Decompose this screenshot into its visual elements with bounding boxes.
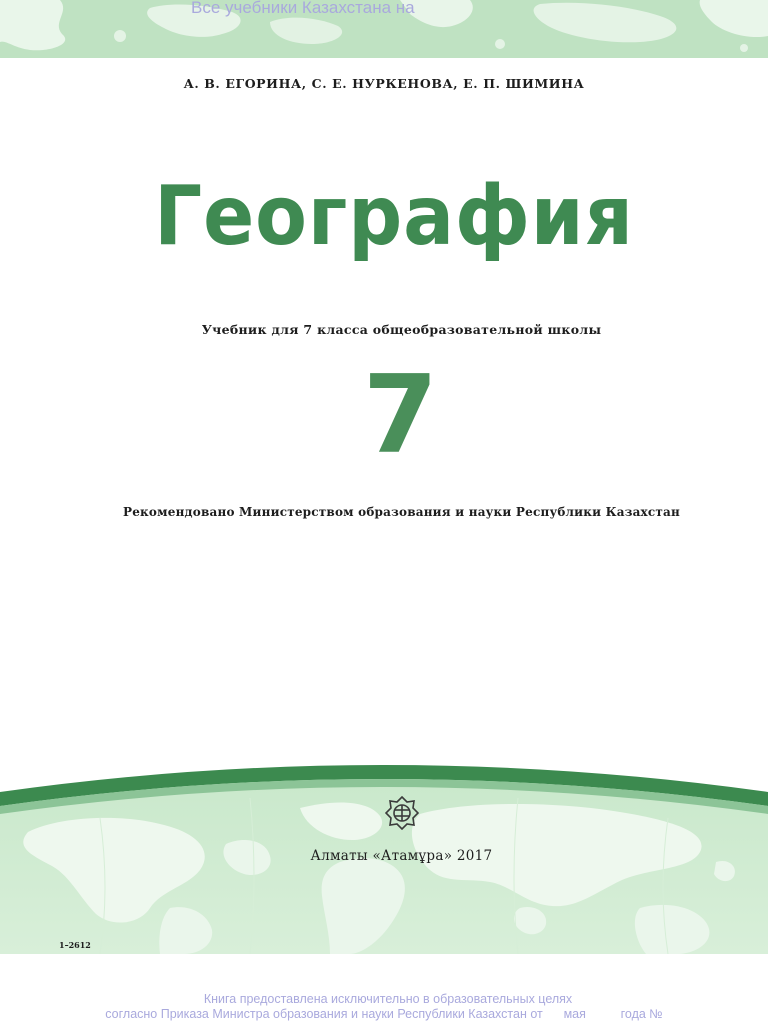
publisher-imprint: Алматы «Атамұра» 2017 xyxy=(310,848,493,864)
watermark-top-text: Все учебники Казахстана на xyxy=(191,0,415,17)
catalog-code: 1–2612 xyxy=(59,940,91,950)
grade-number: 7 xyxy=(362,353,439,478)
top-map-band xyxy=(0,0,768,58)
footer-watermark-line-2: согласно Приказа Министра образования и науки Республики Казахстан от мая года № xyxy=(105,1007,663,1021)
book-title: География xyxy=(154,169,634,264)
book-subtitle: Учебник для 7 класса общеобразовательной школы xyxy=(201,322,602,337)
footer-watermark-line-1: Книга предоставлена исключительно в образовательных целях xyxy=(203,992,573,1006)
atamura-emblem-icon xyxy=(385,796,419,830)
authors-line: А. В. ЕГОРИНА, С. Е. НУРКЕНОВА, Е. П. ШИМИНА xyxy=(183,76,585,91)
approval-statement: Рекомендовано Министерством образования и науки Республики Казахстан xyxy=(122,505,681,519)
